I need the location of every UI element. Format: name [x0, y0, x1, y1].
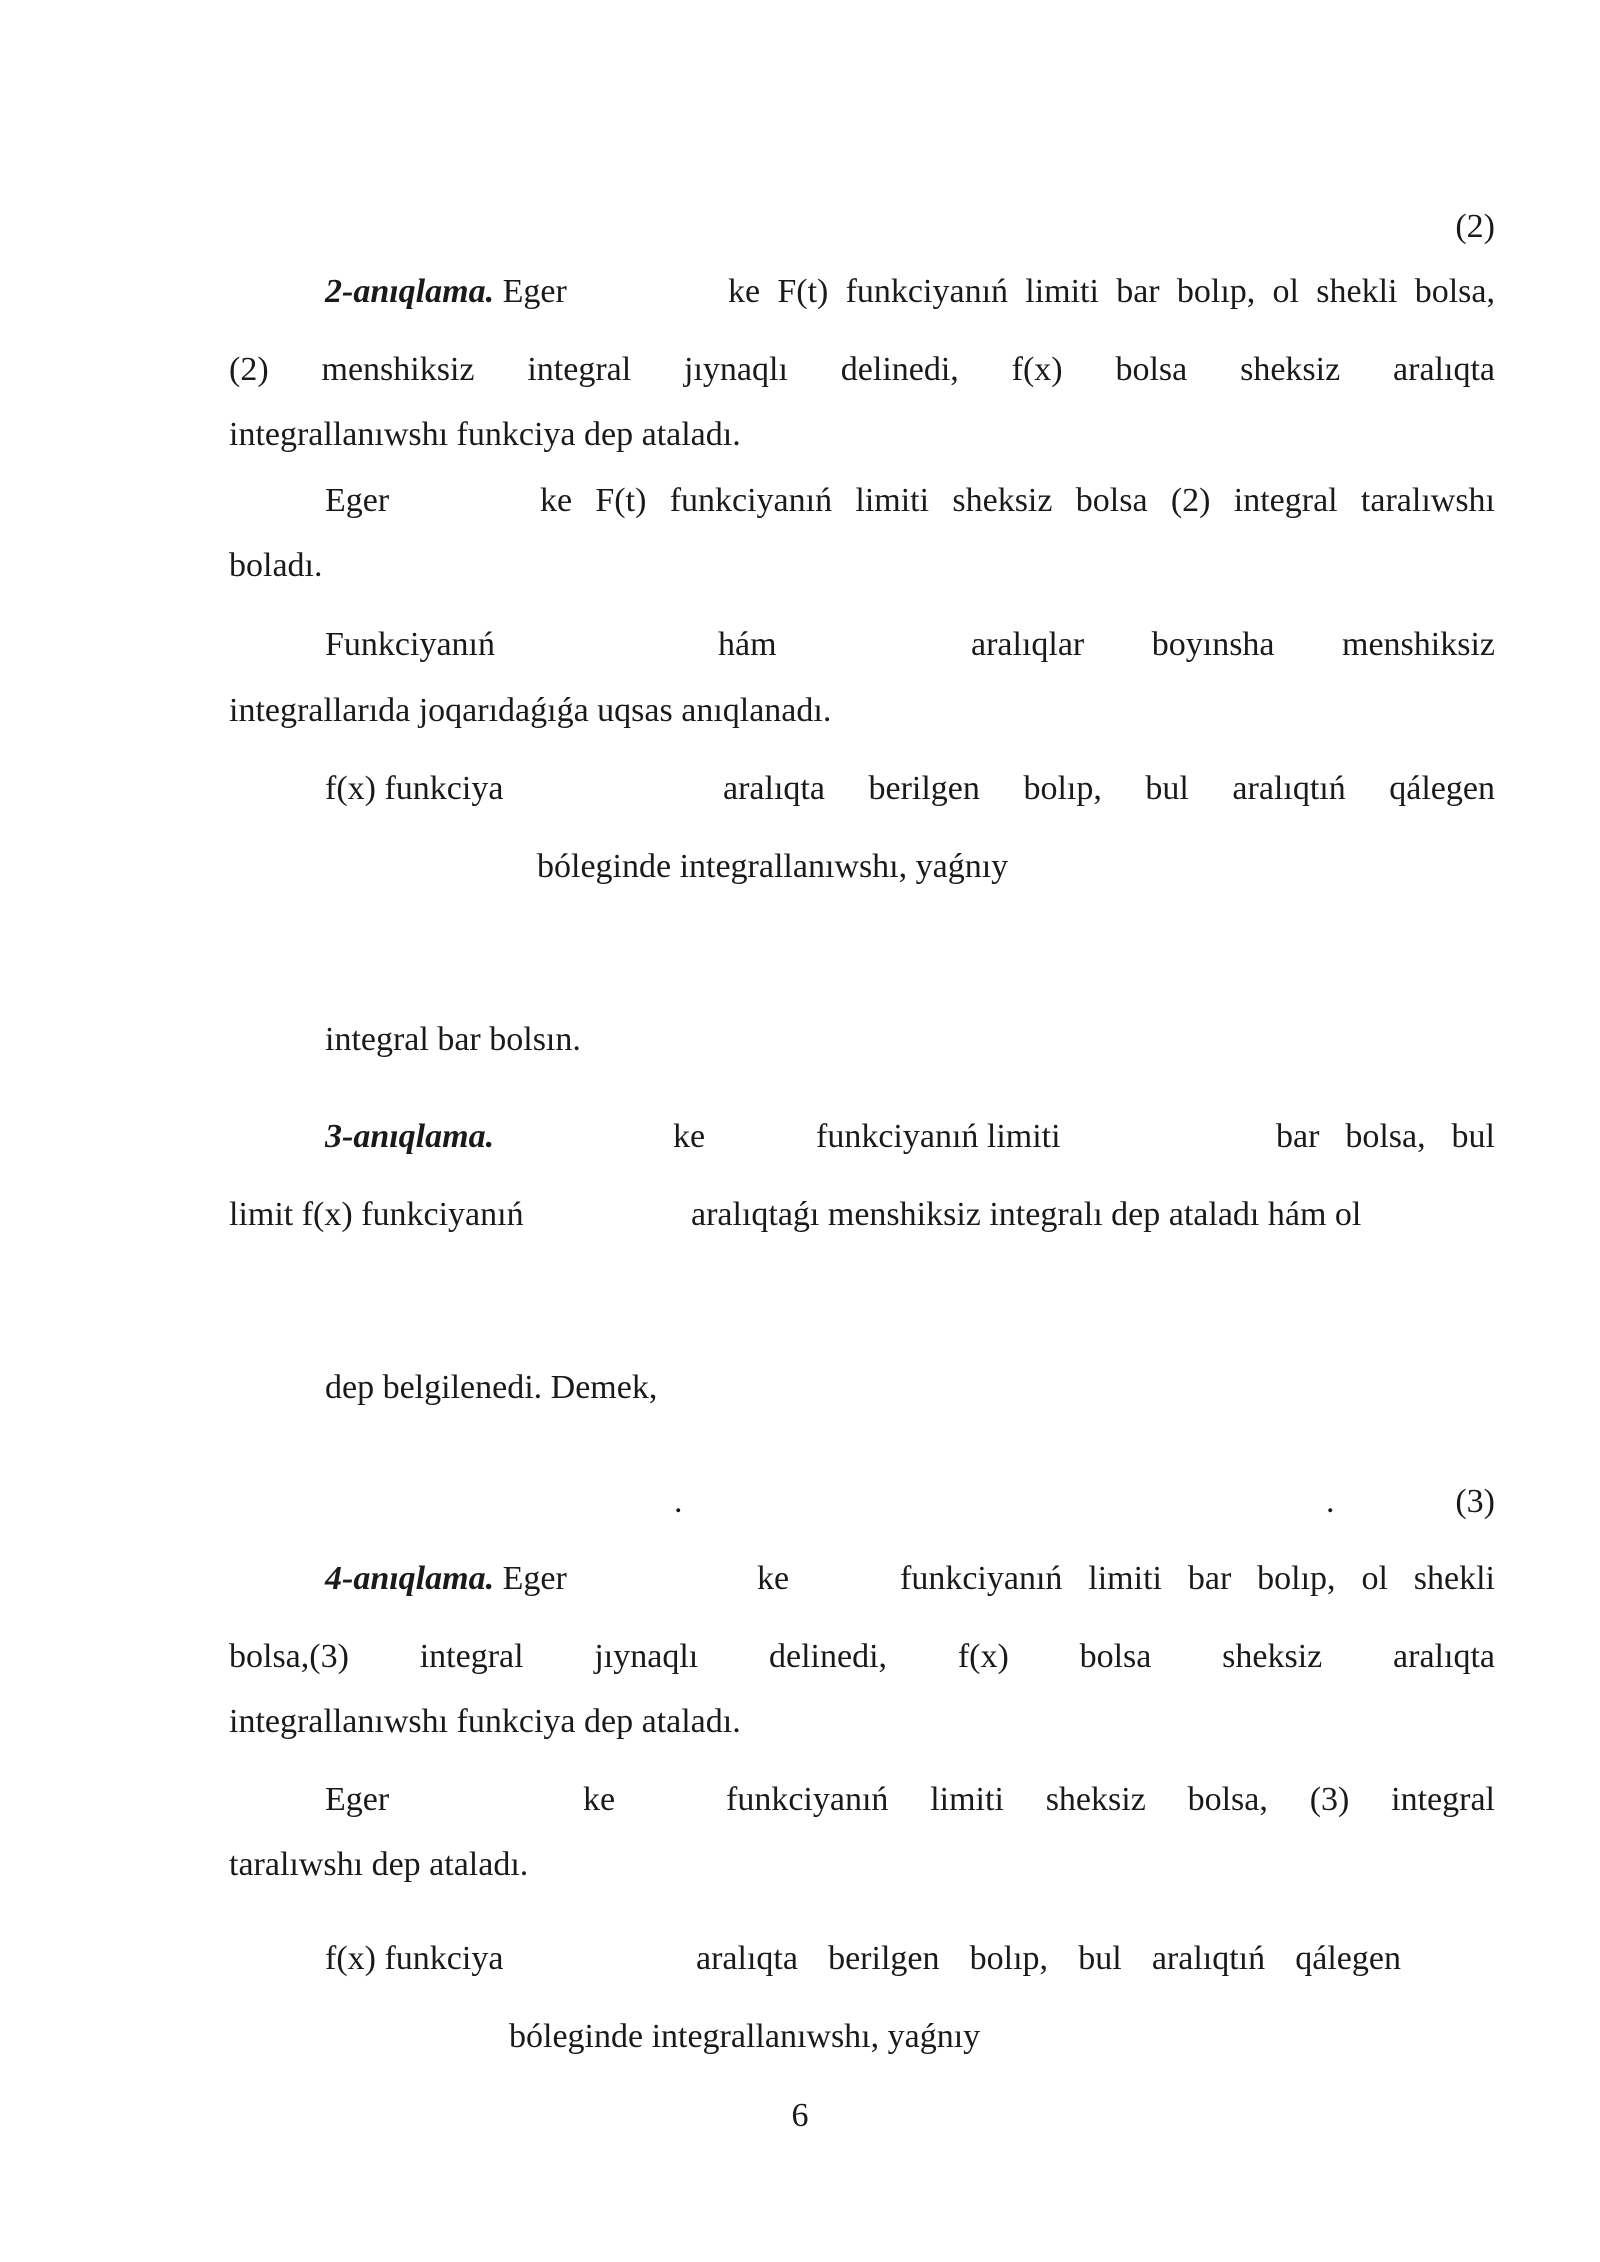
definition-3-line-2-b: aralıqtaǵı menshiksiz integralı dep ataladı hám ol [691, 1196, 1362, 1233]
diverge-line-2: boladı. [229, 547, 323, 584]
definition-2-line-3: integrallanıwshı funkciya dep ataladı. [229, 416, 741, 453]
given-1-line-1: aralıqta berilgen bolıp, bul aralıqtıń qálegen [723, 770, 1495, 807]
page-number: 6 [791, 2097, 809, 2134]
definition-3-line-1-end: bar bolsa, bul [1276, 1118, 1495, 1155]
given-1-line-2: bóleginde integrallanıwshı, yaǵnıy [537, 848, 1009, 885]
equation-label-3: (3) [1455, 1483, 1495, 1520]
definition-2-line-2-text: (2) menshiksiz integral jıynaqlı delinedi, f(x) bolsa sheksiz aralıqta [229, 351, 1495, 388]
given-1-fx: f(x) funkciya [325, 770, 504, 807]
definition-3-dot-2: . [1326, 1483, 1335, 1520]
definition-3-ke: ke [673, 1118, 706, 1155]
definition-3-line-3: dep belgilenedi. Demek, [325, 1369, 658, 1406]
definition-3-line-2-a: limit f(x) funkciyanıń [229, 1196, 524, 1233]
definition-4-ke: ke [757, 1560, 790, 1597]
definition-2-eger: Eger [502, 273, 567, 310]
definition-4-line-3: integrallanıwshı funkciya dep ataladı. [229, 1703, 741, 1740]
definition-4-line-2-text: bolsa,(3) integral jıynaqlı delinedi, f(x) bolsa sheksiz aralıqta [229, 1638, 1495, 1675]
similar-line-2: integrallarıda joqarıdaǵıǵa uqsas anıqlanadı. [229, 692, 832, 729]
definition-4-line-1: funkciyanıń limiti bar bolıp, ol shekli [900, 1560, 1495, 1597]
given-2-line-2: bóleginde integrallanıwshı, yaǵnıy [509, 2018, 981, 2055]
diverge-eger: Eger [325, 482, 390, 519]
definition-2-term: 2-anıqlama. [325, 273, 495, 310]
diverge-2-ke: ke [583, 1781, 616, 1818]
definition-3-limit: funkciyanıń limiti [816, 1118, 1061, 1155]
definition-4-line-2 [229, 1635, 1495, 1679]
given-1-line-3: integral bar bolsın. [325, 1021, 581, 1058]
equation-label-2: (2) [1455, 208, 1495, 245]
similar-funkciya: Funkciyanıń [325, 626, 495, 663]
definition-2-line-1: ke F(t) funkciyanıń limiti bar bolıp, ol shekli bolsa, [728, 273, 1495, 310]
definition-4-term: 4-anıqlama. [325, 1560, 495, 1597]
diverge-line-1: ke F(t) funkciyanıń limiti sheksiz bolsa (2) integral taralıwshı [540, 482, 1495, 519]
definition-4 [325, 1557, 567, 1601]
diverge-2-eger: Eger [325, 1781, 390, 1818]
given-2-fx: f(x) funkciya [325, 1940, 504, 1977]
definition-3-dot-1: . [674, 1483, 683, 1520]
definition-3-term: 3-anıqlama. [325, 1118, 495, 1155]
definition-2 [325, 270, 567, 314]
similar-ham: hám [718, 626, 777, 663]
diverge-2-line-2: taralıwshı dep ataladı. [229, 1846, 529, 1883]
similar-line-1: aralıqlar boyınsha menshiksiz [971, 626, 1495, 663]
given-2-line-1: aralıqta berilgen bolıp, bul aralıqtıń qálegen [696, 1940, 1401, 1977]
definition-4-eger: Eger [502, 1560, 567, 1597]
definition-2-line-2 [229, 348, 1495, 392]
diverge-2-line-1: funkciyanıń limiti sheksiz bolsa, (3) integral [726, 1781, 1495, 1818]
